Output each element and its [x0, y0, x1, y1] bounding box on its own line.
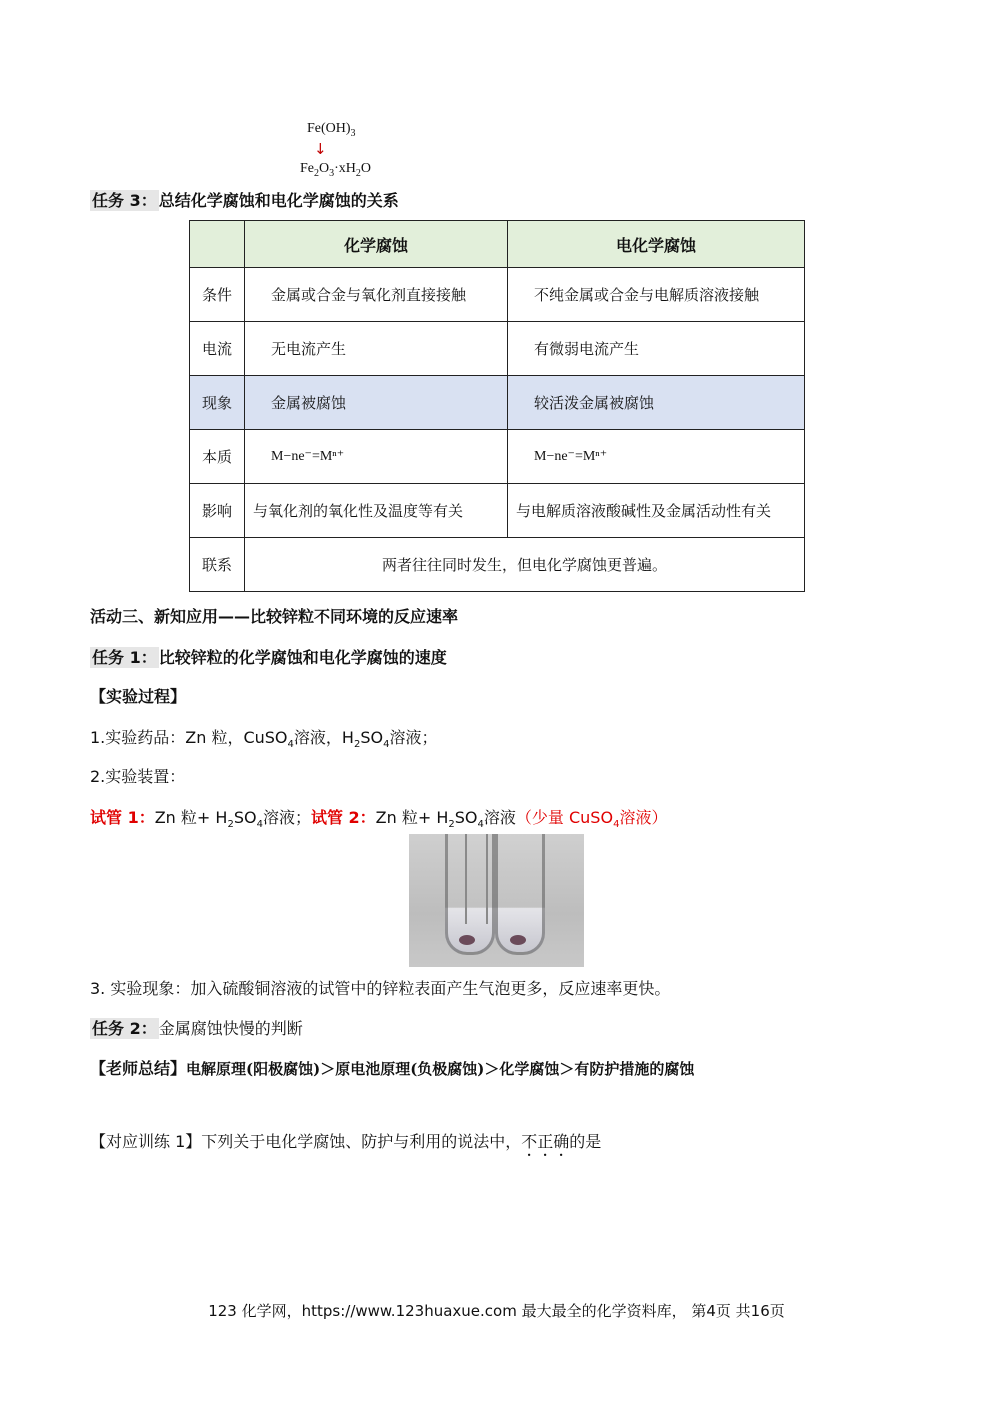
- teacher-summary: 【老师总结】电解原理(阳极腐蚀)＞原电池原理(负极腐蚀)＞化学腐蚀＞有防护措施的腐蚀: [90, 1059, 695, 1078]
- exercise-1: 【对应训练 1】下列关于电化学腐蚀、防护与利用的说法中，不正确的是: [90, 1132, 602, 1151]
- table-header-chemical: 化学腐蚀: [245, 221, 508, 268]
- row-head-relation: 联系: [190, 538, 245, 592]
- table-row-essence: [190, 430, 805, 484]
- table-row-condition: [190, 268, 805, 322]
- cell-elec-current: 有微弱电流产生: [508, 322, 805, 376]
- table-row-phenomenon: [190, 376, 805, 430]
- wire-1: [465, 834, 467, 924]
- experiment-heading: 【实验过程】: [90, 687, 187, 706]
- cell-chem-influence: 与氧化剂的氧化性及温度等有关: [245, 484, 508, 538]
- formula-fe-oh3: $Fe(OH)_3$: [307, 121, 356, 139]
- row-head-influence: 影响: [190, 484, 245, 538]
- task2-heading: 任务 2： 金属腐蚀快慢的判断: [92, 1019, 303, 1038]
- activity3-heading: 活动三、新知应用——比较锌粒不同环境的反应速率: [90, 607, 459, 626]
- cell-chem-condition: 金属或合金与氧化剂直接接触: [245, 268, 508, 322]
- step2-apparatus: 2.实验装置：: [90, 767, 186, 786]
- table-header-blank: [190, 221, 245, 268]
- table-row-current: [190, 322, 805, 376]
- zinc-granule-1: [459, 935, 475, 945]
- step3-phenomenon: 3. 实验现象：加入硫酸铜溶液的试管中的锌粒表面产生气泡更多，反应速率更快。: [90, 979, 671, 998]
- row-head-essence: 本质: [190, 430, 245, 484]
- cell-chem-essence: M−ne⁻=Mⁿ⁺: [245, 430, 508, 484]
- row-head-condition: 条件: [190, 268, 245, 322]
- step1-reagents: 1.实验药品：Zn 粒，CuSO$_4$溶液，$H_2SO_4$溶液；: [90, 728, 438, 751]
- table-header-row: [190, 221, 805, 268]
- cell-elec-condition: 不纯金属或合金与电解质溶液接触: [508, 268, 805, 322]
- cell-elec-phenomenon: 较活泼金属被腐蚀: [508, 376, 805, 430]
- cell-chem-current: 无电流产生: [245, 322, 508, 376]
- down-arrow-icon: ↓: [314, 140, 327, 158]
- cell-elec-influence: 与电解质溶液酸碱性及金属活动性有关: [508, 484, 805, 538]
- cell-relation-merged: 两者往往同时发生，但电化学腐蚀更普遍。: [245, 538, 805, 592]
- test-tubes-photo: [409, 834, 584, 967]
- formula-fe2o3-xh2o: $Fe_2O_3\cdot xH_2O$: [300, 161, 372, 179]
- table-row-relation: [190, 538, 805, 592]
- cell-chem-phenomenon: 金属被腐蚀: [245, 376, 508, 430]
- tubes-description: 试管 1：Zn 粒+ $H_2SO_4$溶液；试管 2：Zn 粒+ $H_2SO_4$溶液（少量 CuSO$_4$溶液）: [90, 808, 668, 831]
- cell-elec-essence: M−ne⁻=Mⁿ⁺: [508, 430, 805, 484]
- task1-heading: 任务 1： 比较锌粒的化学腐蚀和电化学腐蚀的速度: [92, 648, 447, 667]
- row-head-phenomenon: 现象: [190, 376, 245, 430]
- wire-2: [486, 834, 488, 924]
- row-head-current: 电流: [190, 322, 245, 376]
- zinc-granule-2: [510, 935, 526, 945]
- table-header-electrochemical: 电化学腐蚀: [508, 221, 805, 268]
- comparison-table: [189, 220, 805, 592]
- table-row-influence: [190, 484, 805, 538]
- page-footer: 123 化学网，https://www.123huaxue.com 最大最全的化学资料库， 第4页 共16页: [208, 1302, 785, 1320]
- task3-heading: 任务 3： 总结化学腐蚀和电化学腐蚀的关系: [92, 191, 399, 210]
